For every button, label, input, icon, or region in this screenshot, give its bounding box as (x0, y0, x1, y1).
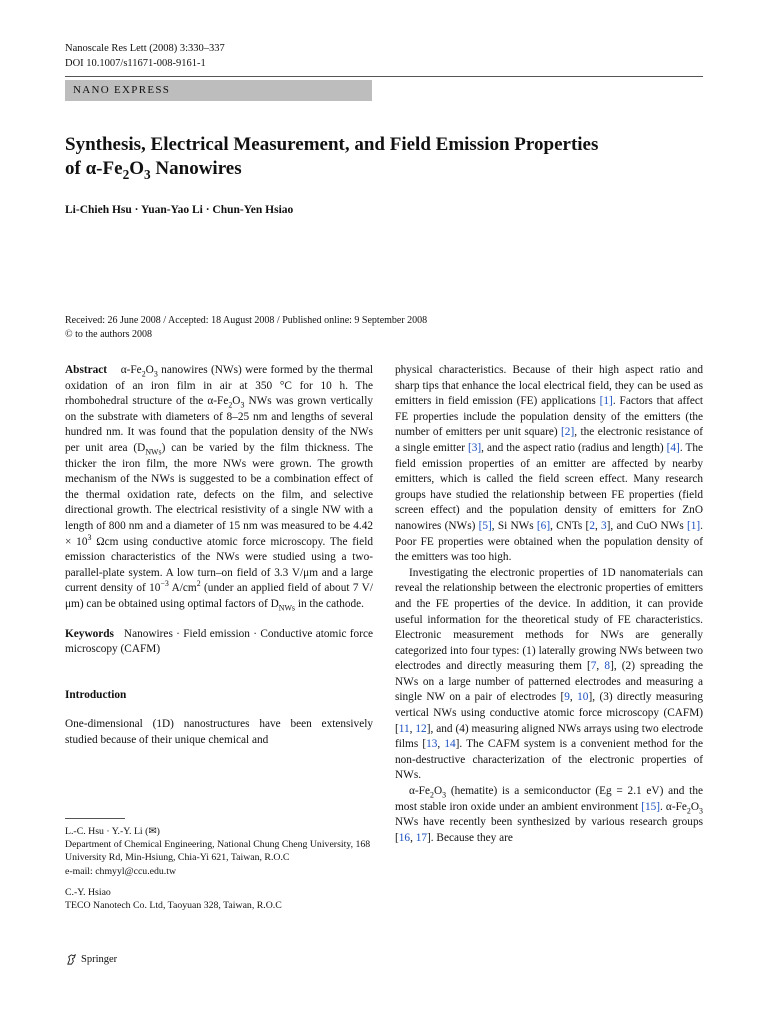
ref-link[interactable]: 16 (398, 831, 411, 844)
ref-link[interactable]: [6] (536, 519, 551, 532)
footnote-department: Department of Chemical Engineering, National Chung Cheng University, 168 University Rd, Min-Hsiung, Chia-Yi 621, Taiwan, R.O.C (65, 839, 371, 864)
ref-link[interactable]: 10 (577, 691, 589, 704)
ref-link[interactable]: 17 (415, 831, 428, 844)
section-badge: NANO EXPRESS (65, 80, 372, 101)
ref-link[interactable]: 11 (398, 722, 410, 735)
ref-link[interactable]: 13 (426, 738, 438, 751)
keywords-text: Nanowires · Field emission · Conductive atomic force microscopy (CAFM) (65, 627, 373, 656)
left-column (65, 363, 373, 748)
ref-link[interactable]: 3 (601, 519, 607, 532)
publication-dates (65, 314, 427, 342)
ref-link[interactable]: [1] (599, 395, 613, 408)
right-paragraph-3: $\alpha-Fe_2O_3$ (hematite) is a semiconductor (Eg = 2.1 eV) and the most stable iron oxide under an ambient environment [15]. $\alpha-Fe_2O_3$ NWs have recently been synthesized by various research groups [16, 17]. Because they are (395, 785, 703, 844)
journal-header (65, 41, 225, 71)
journal-citation: Nanoscale Res Lett (2008) 3:330–337 (65, 43, 225, 54)
footnotes (65, 825, 373, 912)
footnote-divider (65, 818, 125, 819)
publisher-footer (65, 953, 117, 966)
footnote-authors: L.-C. Hsu · Y.-Y. Li (✉) (65, 826, 160, 837)
footnote-affiliation-2: TECO Nanotech Co. Ltd, Taoyuan 328, Taiwan, R.O.C (65, 900, 282, 912)
introduction-heading: Introduction (65, 688, 127, 701)
ref-link[interactable]: [3] (467, 441, 482, 454)
ref-link[interactable]: 9 (564, 691, 570, 704)
title-line-2: of $\alpha-Fe_2O_3$ Nanowires (65, 158, 242, 182)
ref-link[interactable]: 7 (590, 660, 597, 673)
footnote-email[interactable]: e-mail: chmyyl@ccu.edu.tw (65, 865, 177, 877)
copyright-line: © to the authors 2008 (65, 329, 153, 340)
springer-horse-icon (65, 953, 78, 966)
ref-link[interactable]: [5] (478, 519, 492, 532)
abstract: Abstract $\alpha-Fe_2O_3$ nanowires (NWs) were formed by the thermal oxidation of an iron film in air at 350 °C for 10 h. The rhombohedral structure of the $\alpha-Fe_2O_3$ NWs was grown vertically on the substrate with diameters of 8–25 nm and lengths of several hundred nm. It was found that the population density of the NWs per unit area $(D_{NWs})$ can be varied by the film thickness. The thicker the iron film, the more NWs were grown. The growth mechanism of the NWs is suggested to be a combination effect of the thermal oxidation rate, defects on the film, and selective directional growth. The electrical resistivity of a single NW with a length of 800 nm and a diameter of 15 nm was measured to be $4.42 \times 10^3$ Ωcm using conductive atomic force microscopy. The field emission characteristics of the NWs were studied using a two-parallel-plate system. A low turn–on field of 3.3 V/μm and a large current density of $10^{-3}$ $A/cm^2$ (under an applied field of about 7 V/μm) can be obtained using optimal factors of $D_{NWs}$ in the cathode. (65, 364, 373, 613)
publisher-name: Springer (81, 954, 118, 965)
ref-link[interactable]: [4] (666, 441, 680, 454)
abstract-label: Abstract (65, 364, 108, 376)
paper-title (65, 133, 705, 181)
keywords (65, 627, 373, 658)
right-paragraph-2: Investigating the electronic properties of 1D nanomaterials can reveal the relationship between the electronic properties of emitters and the FE properties of the device. In addition, it can provide useful information for the theoretical study of FE characteristics. Electronic measurement methods for NWs are generally categorized into four types: (1) laterally growing NWs between two electrodes and directly measuring them [7, 8], (2) spreading the NWs on a large number of patterned electrodes and measuring a single NW on a pair of electrodes [9, 10], (3) directly measuring vertical NWs using conductive atomic force microscopy (CAFM) [11, 12], and (4) measuring aligned NWs arrays using two electrode films [13, 14]. The CAFM system is a convenient method for the non-destructive characterization of the electronic properties of NWs. (395, 566, 704, 782)
keywords-label: Keywords (65, 627, 114, 640)
ref-link[interactable]: 8 (604, 660, 611, 673)
footnote-author-2: C.-Y. Hsiao (65, 886, 111, 898)
ref-link[interactable]: 12 (415, 722, 427, 735)
right-column (395, 363, 703, 846)
author-list: Li-Chieh Hsu · Yuan-Yao Li · Chun-Yen Hsiao (65, 204, 294, 216)
ref-link[interactable]: [1] (686, 519, 701, 532)
right-paragraph-1: physical characteristics. Because of their high aspect ratio and sharp tips that enhance the local electrical field, they can be used as emitters in field emission (FE) applications [1]. Factors that affect FE properties include the population density of the emitters (the number of emitters per unit square) [2], the electronic resistance of a single emitter [3], and the aspect ratio (radius and length) [4]. The field emission properties of an emitter are affected by nearby emitters, which is called the field screen effect. Many research groups have studied the relationship between FE properties (field screen effect) and the population density of emitters for ZnO nanowires (NWs) [5], Si NWs [6], CNTs [2, 3], and CuO NWs [1]. Poor FE properties were obtained when the population density of the emitters was too high. (395, 364, 704, 564)
ref-link[interactable]: 2 (589, 519, 595, 532)
doi[interactable]: DOI 10.1007/s11671-008-9161-1 (65, 58, 206, 69)
ref-link[interactable]: 14 (444, 738, 456, 751)
introduction-paragraph: One-dimensional (1D) nanostructures have been extensively studied because of their unique chemical and (65, 718, 373, 746)
ref-link[interactable]: [15] (641, 800, 661, 813)
ref-link[interactable]: [2] (561, 426, 575, 439)
title-line-1: Synthesis, Electrical Measurement, and Field Emission Properties (65, 134, 599, 155)
header-divider (65, 76, 703, 77)
received-dates: Received: 26 June 2008 / Accepted: 18 August 2008 / Published online: 9 September 2008 (65, 315, 428, 326)
